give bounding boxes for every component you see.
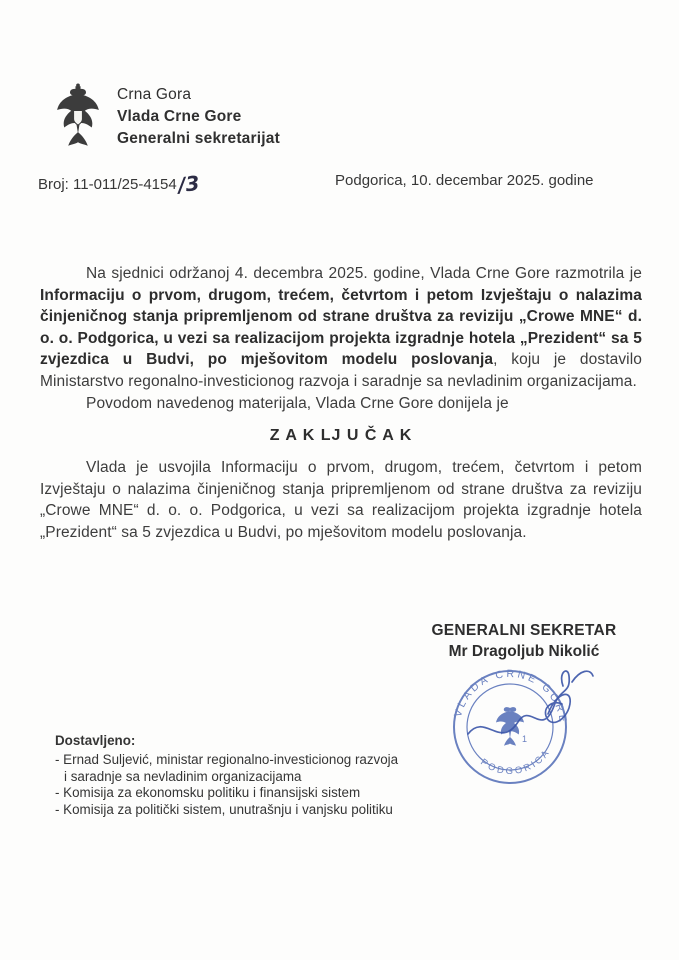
handwritten-number: /3 bbox=[176, 170, 201, 198]
paragraph-intro-normal2: , koju je dostavilo Ministarstvo regonalno-investicionog razvoja i saradnje sa nevladinim organizacijama. bbox=[40, 351, 642, 390]
conclusion-heading: Z A K LJ U Č A K bbox=[269, 427, 413, 445]
stamp-arc-bottom-text: PODGORICA bbox=[478, 746, 553, 778]
letterhead-institution: Vlada Crne Gore bbox=[117, 108, 242, 125]
paragraph-intro-bold: Informaciju o prvom, drugom, trećem, četvrtom i petom Izvještaju o nalazima činjeničnog stanja pripremljenom od strane društva za reviziju „Crowe MNE“ d. o. o. Podgorica, u vezi sa realizacijom projekta izgradnje hotela „Prezident“ sa 5 zvjezdica u Budvi, po mješovitom modelu poslovanja bbox=[40, 286, 642, 369]
document-body bbox=[40, 263, 642, 544]
letterhead-country: Crna Gora bbox=[117, 86, 192, 103]
paragraph-lead-in: Povodom navedenog materijala, Vlada Crne Gore donijela je bbox=[86, 394, 509, 412]
document-number-text: Broj: 11-011/25-4154 bbox=[38, 176, 177, 193]
paragraph-intro-normal1: Na sjednici održanoj 4. decembra 2025. godine, Vlada Crne Gore razmotrila je bbox=[86, 265, 642, 282]
stamp-center-number: 1 bbox=[522, 734, 528, 744]
signatory-title: GENERALNI SEKRETAR bbox=[431, 622, 617, 639]
distribution-item: - Ernad Suljević, ministar regionalno-investicionog razvoja i saradnje sa nevladinim organizacijama bbox=[55, 751, 399, 784]
paragraph-conclusion: Vlada je usvojila Informaciju o prvom, drugom, trećem, četvrtom i petom Izvještaju o nalazima činjeničnog stanja pripremljenom od strane društva za reviziju „Crowe MNE“ d. o. o. Podgorica, u vezi sa realizacijom projekta izgradnje hotela „Prezident“ sa 5 zvjezdica u Budvi, po mješovitom modelu poslovanja. bbox=[40, 459, 642, 541]
official-stamp-icon bbox=[430, 642, 610, 802]
distribution-item: - Komisija za politički sistem, unutrašnju i vanjsku politiku bbox=[55, 802, 393, 818]
document-number bbox=[38, 170, 201, 198]
letterhead bbox=[117, 84, 280, 150]
montenegro-coat-of-arms-icon bbox=[52, 82, 104, 150]
stamp-eagle-icon bbox=[496, 707, 524, 746]
stamp-arc-top-text: VLADA CRNE GORE bbox=[452, 667, 570, 726]
letterhead-department: Generalni sekretarijat bbox=[117, 130, 280, 147]
paragraph-intro bbox=[40, 263, 642, 393]
distribution-item: - Komisija za ekonomsku politiku i finansijski sistem bbox=[55, 785, 361, 801]
distribution-list bbox=[55, 733, 403, 819]
signatory-name: Mr Dragoljub Nikolić bbox=[448, 643, 600, 660]
place-and-date: Podgorica, 10. decembar 2025. godine bbox=[335, 172, 594, 189]
distribution-label: Dostavljeno: bbox=[55, 733, 136, 748]
